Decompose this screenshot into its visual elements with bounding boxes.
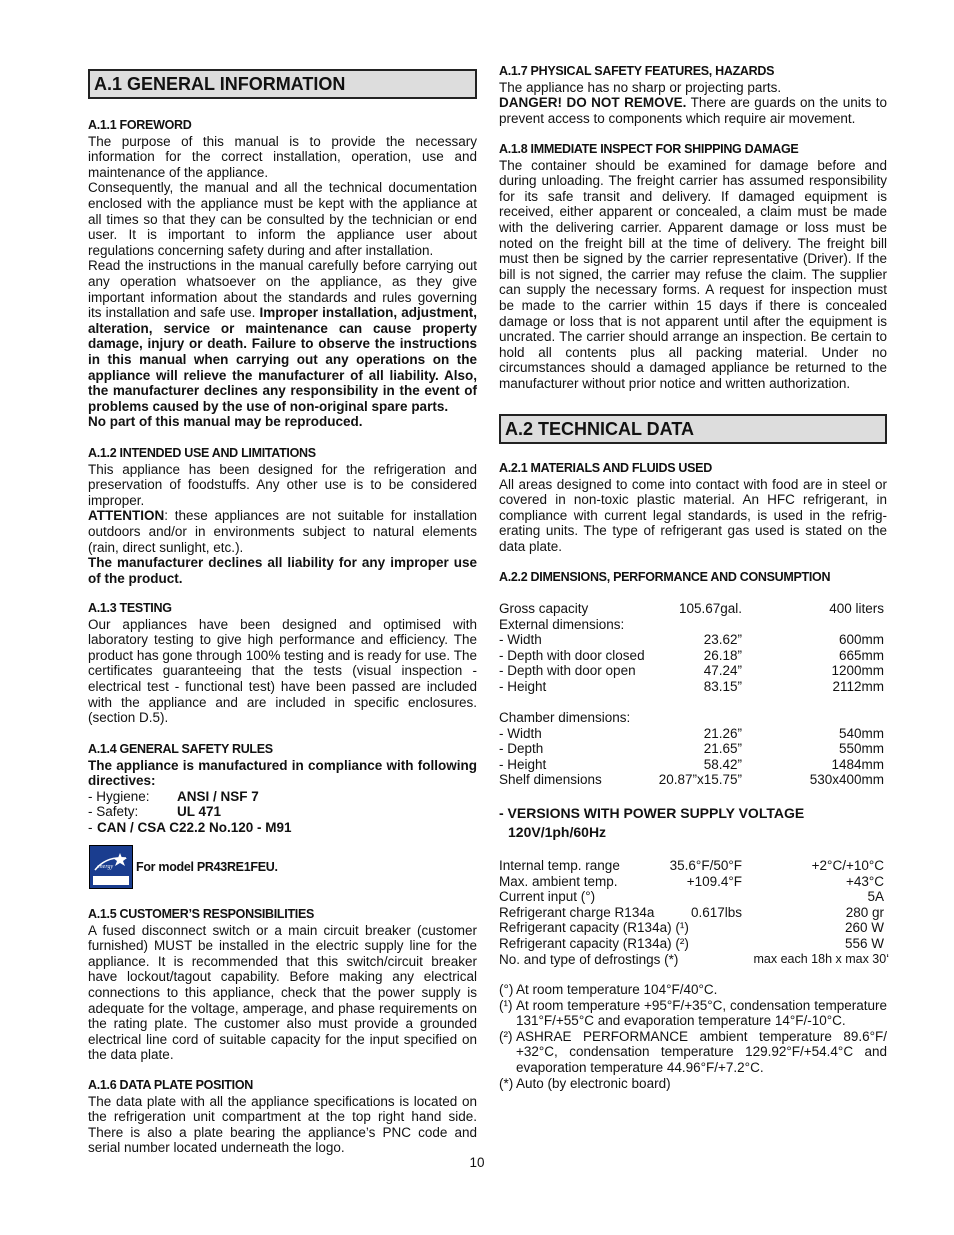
section-title: A.1.8 IMMEDIATE INSPECT FOR SHIPPING DAMAGE (499, 142, 799, 156)
spec-metric: 540mm (838, 725, 884, 741)
spec-imperial: 83.15” (703, 678, 742, 694)
intended-use-section (88, 446, 477, 586)
section-title: A.2.1 MATERIALS AND FLUIDS USED (499, 461, 712, 475)
section-title: A.1.6 DATA PLATE POSITION (88, 1078, 253, 1092)
directive-safety: - Safety: UL 471 (88, 804, 222, 820)
paragraph: Our appliances have been designed and optimised with laboratory testing to give high performance and efficiency. The product has gone through 100% testing and is ready for use. The certificates guaranteeing that the tests (visual inspection - electrical test - functional test) have been passed are included with the appliance and are included in specific enclosures. (section D.5). (88, 616, 477, 726)
spec-metric: 1484mm (831, 756, 884, 772)
spec-row (499, 920, 887, 936)
footnotes (499, 982, 887, 1091)
section-title: A.1.7 PHYSICAL SAFETY FEATURES, HAZARDS (499, 64, 775, 78)
spec-label: Refrigerant capacity (R134a) (²) (499, 935, 689, 951)
spec-metric: 1200mm (831, 663, 884, 679)
external-dimensions-table (499, 601, 887, 695)
spec-metric: 260 W (844, 920, 884, 936)
footnote (499, 1029, 887, 1076)
spec-metric: +43°C (845, 873, 884, 889)
directive-can: - CAN / CSA C22.2 No.120 - M91 (88, 819, 292, 835)
paragraph: This appliance has been designed for the refrigeration and preservation of foodstuffs. Any other use is to be considered improper. (88, 461, 477, 508)
spec-metric: 530x400mm (809, 772, 884, 788)
footnote-text: Auto (by electronic board) (516, 1075, 671, 1091)
spec-row (499, 936, 887, 952)
paragraph-bold: The appliance is manufactured in compliance with following directives: (88, 757, 477, 789)
spec-label: - Depth with door open (499, 663, 636, 679)
spec-label: Internal temp. range (499, 858, 620, 873)
footnote (499, 1076, 887, 1092)
spec-row (499, 617, 887, 633)
paragraph: The data plate with all the appliance specifications is located on the refrigeration unit compartment at the top right hand side. There is also a plate bearing the appliance’s PNC code and serial number located underneath the logo. (88, 1093, 477, 1156)
section-heading-general-information: A.1 GENERAL INFORMATION (88, 69, 477, 99)
spec-imperial: 23.62” (703, 632, 742, 648)
paragraph: Read the instructions in the manual carefully before carrying out any operation whatsoever on the appliance, as they give important information about the standards and rules governing its installation and safe use. Improper installation, adjustment, alteration, service or maintenance can cause property damage, injury or death. Failure to observe the instructions in this manual when carrying out any operations on the appliance will relieve the manufacturer of all liability. Also, the manufacturer declines any responsibility in the event of problems caused by the use of non-original spare parts. (88, 258, 477, 414)
spec-label: - Width (499, 725, 542, 741)
spec-imperial: 21.65” (703, 741, 742, 757)
testing-section (88, 601, 477, 726)
customer-responsibilities-section (88, 907, 477, 1063)
spec-label: Refrigerant capacity (R134a) (¹) (499, 920, 689, 936)
spec-label: Max. ambient temp. (499, 873, 618, 889)
paragraph: The container should be examined for damage before and during unloading. The freight carrier has assumed responsibility for its safe transit and delivery. If damaged equipment is received, either apparent or concealed, a claim must be made with the delivering carrier. Apparent damage or loss must be noted on the freight bill at the time of delivery. The freight bill must then be signed by the carrier representative (Driver). If the bill is not signed, the carrier may refuse the claim. The supplier can supply the necessary forms. A request for inspection must be made to the carrier within 15 days if there is concealed damage or loss that is not apparent until after the equipment is uncrated. The carrier should arrange an inspection. Be certain to hold all contents plus all packing material. Under no circumstances should a damaged appliance be returned to the manufacturer without prior notice and written authorization. (499, 157, 887, 391)
versions-line-2: 120V/1ph/60Hz (508, 824, 607, 840)
footnote-text: At room temperature 104°F/40°C. (516, 982, 718, 997)
footnote-mark: (°) (499, 982, 514, 997)
footnote-mark: (²) (499, 1028, 513, 1044)
left-column (88, 0, 477, 1235)
footnote-text: At room temperature +95°F/+35°C, condensation temperature 131°F/+55°C and evaporation temperature 14°F/-10°C. (516, 997, 887, 1029)
spec-row (499, 905, 887, 921)
spec-label: Current input (°) (499, 889, 596, 905)
spec-imperial: 26.18” (703, 647, 742, 663)
spec-label: - Height (499, 678, 547, 694)
spec-label: Refrigerant charge R134a (499, 904, 655, 920)
spec-metric: 2112mm (832, 678, 884, 694)
page-number: 10 (469, 1155, 485, 1170)
svg-text:energy: energy (97, 864, 114, 870)
spec-metric: 400 liters (829, 601, 884, 616)
spec-label: - Width (499, 632, 542, 648)
spec-row (499, 741, 887, 757)
directive-hygiene: - Hygiene: ANSI / NSF 7 (88, 788, 259, 804)
spec-imperial: 35.6°F/50°F (669, 858, 742, 873)
paragraph: The purpose of this manual is to provide the necessary information for the correct installation, operation, use and maintenance of the appliance. (88, 133, 477, 180)
spec-imperial: 20.87”x15.75” (658, 772, 742, 788)
right-column (499, 0, 887, 1235)
spec-imperial: 58.42” (703, 756, 742, 772)
spec-metric: 550mm (838, 741, 884, 757)
spec-label: Chamber dimensions: (499, 710, 631, 725)
footnote-text: ASHRAE PERFORMANCE ambient temperature 89.6°F/ +32°C, condensation temperature 129.92°F/+54.4°C and evaporation temperature 44.96°F/+7.2°C. (516, 1028, 887, 1075)
dimensions-section (499, 570, 887, 586)
section-title: A.1.5 CUSTOMER’S RESPONSIBILITIES (88, 907, 315, 921)
paragraph: Consequently, the manual and all the technical documentation enclosed with the appliance must be kept with the appliance at all times so that they can be consulted by the technician or end user. It is important to inform the appliance user about regulations concerning safety during and after installation. (88, 180, 477, 258)
section-title: A.1.2 INTENDED USE AND LIMITATIONS (88, 446, 316, 460)
spec-imperial: 0.617lbs (690, 904, 742, 920)
spec-row (499, 648, 887, 664)
spec-row (499, 710, 887, 726)
spec-row (499, 772, 887, 788)
versions-heading (499, 804, 887, 842)
spec-label: Gross capacity (499, 601, 589, 616)
paragraph-bold: The manufacturer declines all liability for any improper use of the product. (88, 555, 477, 586)
spec-label: External dimensions: (499, 616, 625, 632)
spec-row (499, 663, 887, 679)
spec-label: Shelf dimensions (499, 772, 602, 788)
spec-row (499, 952, 887, 968)
energy-star-logo (89, 845, 133, 889)
spec-metric: 280 gr (845, 904, 884, 920)
energy-star-note: For model PR43RE1FEU. (136, 860, 278, 874)
spec-metric: 665mm (838, 647, 884, 663)
foreword-section (88, 118, 477, 430)
chamber-dimensions-table (499, 710, 887, 788)
spec-metric: max each 18h x max 30‘ (753, 951, 889, 966)
spec-row (499, 726, 887, 742)
spec-row (499, 679, 887, 695)
footnote (499, 998, 887, 1029)
spec-label: No. and type of defrostings (*) (499, 951, 679, 967)
section-title: A.2.2 DIMENSIONS, PERFORMANCE AND CONSUMPTION (499, 570, 831, 584)
paragraph: The appliance has no sharp or projecting parts. (499, 79, 782, 95)
spec-row (499, 601, 887, 617)
footnote-mark: (¹) (499, 997, 513, 1013)
paragraph-bold: No part of this manual may be reproduced. (88, 414, 363, 430)
spec-metric: 5A (867, 889, 884, 905)
spec-row (499, 858, 887, 874)
spec-imperial: 21.26” (703, 725, 742, 741)
shipping-damage-section (499, 142, 887, 392)
spec-metric: 600mm (838, 632, 884, 648)
spec-metric: 556 W (844, 935, 884, 951)
spec-row (499, 889, 887, 905)
paragraph: All areas designed to come into contact with food are in steel or covered in non-toxic plastic material. An HFC refrigerant, in compliance with current legal standards, is used in the refrig- erating units. The type of refrigerant gas used is stated on the data plate. (499, 476, 887, 554)
spec-label: - Depth (499, 741, 544, 757)
safety-rules-section (88, 742, 477, 836)
spec-row (499, 874, 887, 890)
spec-row (499, 757, 887, 773)
spec-label: - Depth with door closed (499, 647, 645, 663)
attention-paragraph: ATTENTION: these appliances are not suitable for installation outdoors and/or in environments subject to natural elements (rain, direct sunlight, etc.). (88, 508, 477, 555)
versions-line-1: - VERSIONS WITH POWER SUPPLY VOLTAGE (499, 805, 805, 821)
safety-features-section (499, 64, 887, 126)
footnote-mark: (*) (499, 1075, 514, 1091)
section-heading-technical-data: A.2 TECHNICAL DATA (499, 414, 887, 444)
section-title: A.1.3 TESTING (88, 601, 172, 615)
section-title: A.1.4 GENERAL SAFETY RULES (88, 742, 273, 756)
spec-row (499, 632, 887, 648)
spec-metric: +2°C/+10°C (811, 858, 884, 873)
performance-table (499, 858, 887, 967)
data-plate-section (88, 1078, 477, 1156)
spec-imperial: 105.67gal. (678, 601, 742, 616)
spec-label: - Height (499, 756, 547, 772)
paragraph: A fused disconnect switch or a main circuit breaker (customer furnished) MUST be installed in the electric supply line for the appliance. It is recommended that this switch/circuit breaker have lockout/tagout capability. Before making any electrical connections to this appliance, check that the power supply is adequate for the voltage, amperage, and phase requirements on the rating plate. The customer also must provide a grounded electrical line cord of suitable capacity for the input specified on the data plate. (88, 922, 477, 1063)
spec-imperial: 47.24” (703, 663, 742, 679)
section-title: A.1.1 FOREWORD (88, 118, 192, 132)
footnote (499, 982, 887, 998)
spec-imperial: +109.4°F (686, 873, 742, 889)
materials-section (499, 461, 887, 555)
danger-paragraph: DANGER! DO NOT REMOVE. There are guards on the units to prevent access to components which require air movement. (499, 95, 887, 126)
